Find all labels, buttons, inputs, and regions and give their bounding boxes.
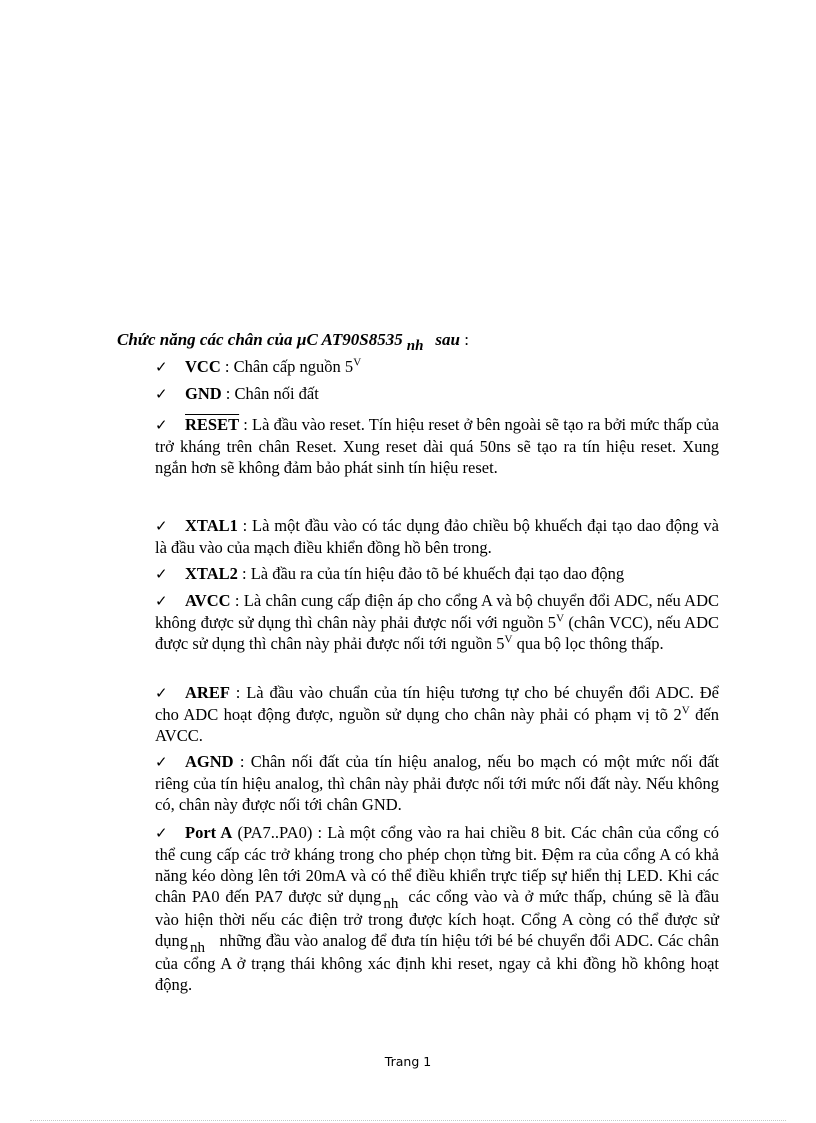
- desc-avcc-2: (chân VCC), nếu ADC được sử dụng thì chân này phải được nối tới nguồn 5: [155, 613, 719, 653]
- desc-xtal2: : Là đầu ra của tín hiệu đảo tõ bé khuếch đại tạo dao động: [237, 564, 625, 583]
- list-item-xtal1: [155, 515, 719, 558]
- term-gnd: GND: [185, 384, 222, 403]
- desc-avcc-3: qua bộ lọc thông thấp.: [512, 634, 664, 653]
- checkmark-icon: ✓: [155, 385, 168, 403]
- inline-subscript: nh: [190, 940, 205, 956]
- checkmark-icon: ✓: [155, 565, 168, 583]
- term-agnd: AGND: [185, 752, 234, 771]
- section-heading: [117, 330, 469, 354]
- checkmark-icon: ✓: [155, 517, 168, 535]
- list-item-xtal2: [155, 563, 719, 585]
- superscript-v: V: [504, 633, 513, 646]
- heading-text: Chức năng các chân của µC AT90S8535: [117, 330, 403, 349]
- checkmark-icon: ✓: [155, 753, 168, 771]
- desc-vcc: : Chân cấp nguồn 5: [220, 357, 354, 376]
- desc-agnd: : Chân nối đất của tín hiệu analog, nếu bo mạch có một mức nối đất riêng của tín hiệu analog, thì chân này phải được nối tới mức nối đất này. Nếu không có, chân này được nối tới chân GND.: [155, 752, 719, 814]
- checkmark-icon: ✓: [155, 592, 168, 610]
- page-number: Trang 1: [384, 1054, 432, 1069]
- term-xtal2: XTAL2: [185, 564, 238, 583]
- list-item-aref: [155, 682, 719, 746]
- term-reset: RESET: [185, 415, 240, 434]
- checkmark-icon: ✓: [155, 684, 168, 702]
- term-xtal1: XTAL1: [185, 516, 238, 535]
- checkmark-icon: ✓: [155, 416, 168, 434]
- superscript-v: V: [681, 704, 690, 717]
- desc-port-a-1: (PA7..PA0) : Là một cổng vào ra hai chiều 8 bit. Các chân của cổng có thể cung cấp các trở kháng trong cho phép chọn từng bit. Đệm ra của cổng A có khả năng kéo dòng lên tới 20mA và có thể điều khiển trực tiếp sự hiển thị LED. Khi các chân PA0 đến PA7 được sử dụng: [155, 823, 719, 906]
- term-avcc: AVCC: [185, 591, 231, 610]
- list-item-avcc: [155, 590, 719, 654]
- heading-suffix: sau: [435, 330, 460, 349]
- heading-subscript: nh: [406, 338, 424, 354]
- page-bottom-divider: [30, 1120, 786, 1121]
- term-port-a: Port A: [185, 823, 233, 842]
- list-item-reset: [155, 414, 719, 478]
- list-item-gnd: [155, 383, 719, 405]
- desc-reset: : Là đầu vào reset. Tín hiệu reset ở bên ngoài sẽ tạo ra bởi mức thấp của trở kháng trên chân Reset. Xung reset dài quá 50ns sẽ tạo ra tín hiệu reset. Xung ngắn hơn sẽ không đảm bảo phát sinh tín hiệu reset.: [155, 415, 719, 477]
- term-aref: AREF: [185, 683, 230, 702]
- heading-colon: :: [460, 330, 469, 349]
- desc-aref-2: đến AVCC.: [155, 705, 719, 745]
- superscript-v: V: [556, 612, 565, 625]
- checkmark-icon: ✓: [155, 824, 168, 842]
- desc-avcc-1: : Là chân cung cấp điện áp cho cổng A và bộ chuyển đổi ADC, nếu ADC không được sử dụng thì chân này phải được nối với nguồn 5: [155, 591, 719, 632]
- list-item-port-a: [155, 822, 719, 995]
- inline-subscript: nh: [383, 896, 399, 912]
- list-item-agnd: [155, 751, 719, 815]
- desc-xtal1: : Là một đầu vào có tác dụng đảo chiều bộ khuếch đại tạo dao động và là đầu vào của mạch điều khiển đồng hồ bên trong.: [155, 516, 719, 557]
- checkmark-icon: ✓: [155, 358, 168, 376]
- term-vcc: VCC: [185, 357, 221, 376]
- desc-aref-1: : Là đầu vào chuẩn của tín hiệu tương tự cho bé chuyển đổi ADC. Để cho ADC hoạt động được, nguồn sử dụng cho chân này phải có phạm vị tõ 2: [155, 683, 719, 724]
- desc-port-a-2: các cổng vào và ở mức thấp, chúng sẽ là đầu vào hiện thời nếu các điện trở trong được kích hoạt. Cổng A còng có thể được sử dụng: [155, 887, 719, 950]
- list-item-vcc: [155, 356, 719, 378]
- desc-gnd: : Chân nối đất: [221, 384, 319, 403]
- superscript-v: V: [353, 356, 362, 369]
- desc-port-a-3: những đầu vào analog để đưa tín hiệu tới bé bé chuyển đổi ADC. Các chân của cổng A ở trạng thái không xác định khi reset, ngay cả khi đồng hồ không hoạt động.: [155, 931, 719, 994]
